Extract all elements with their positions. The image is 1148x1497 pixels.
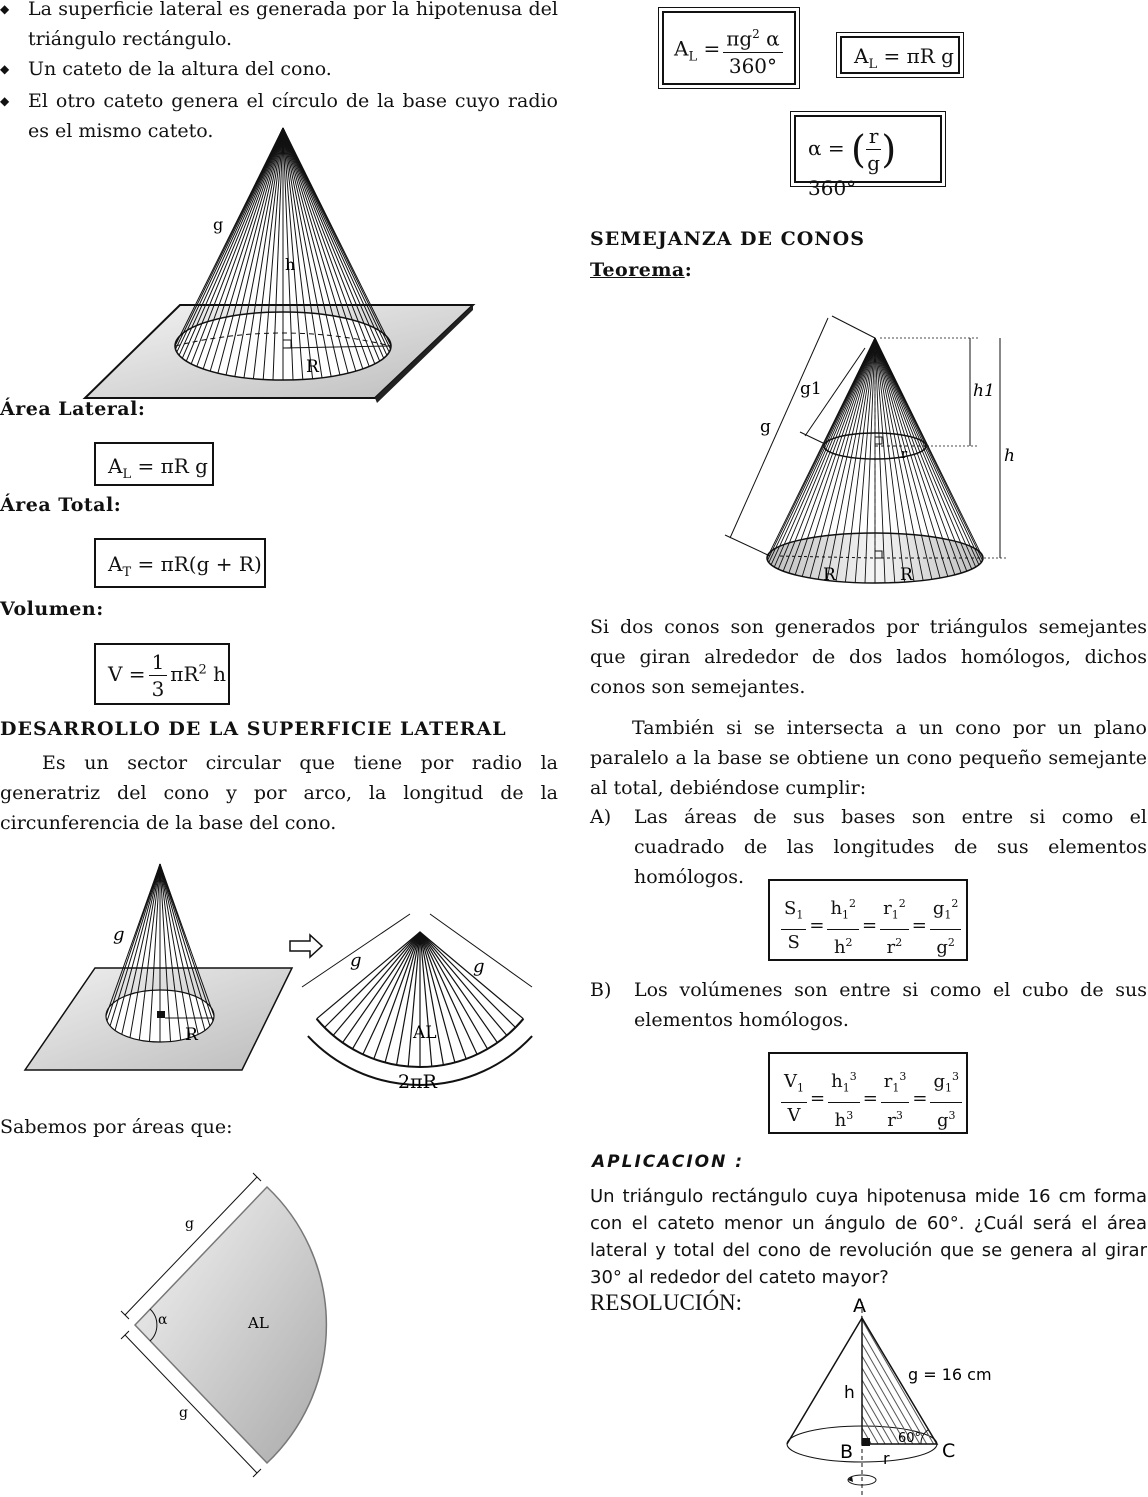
g1-label: g1 [800, 379, 822, 399]
desarrollo-heading: DESARROLLO DE LA SUPERFICIE LATERAL [0, 718, 507, 740]
item-a-label: A) [590, 806, 612, 828]
circular-sector-figure [110, 1165, 340, 1485]
formula-area-lateral: $A_L = \pi R$ g [94, 442, 214, 486]
diamond-bullet-icon: ◆ [0, 94, 10, 108]
formula-al-pirg: $A_L = \pi R$ g [840, 36, 960, 74]
hypotenuse-label: g = 16 cm [908, 1365, 992, 1384]
arrow-right-icon [290, 935, 322, 957]
generatrix-label: g [473, 956, 485, 977]
area-lateral-heading: Área Lateral: [0, 398, 146, 420]
volumen-heading: Volumen: [0, 598, 104, 620]
arc-length-label: 2πR [398, 1071, 437, 1093]
radius-label: R [185, 1025, 198, 1045]
formula-area-total: $A_T = \pi R(g + R)$ [94, 538, 266, 588]
generatrix-label: g [179, 1405, 188, 1421]
height-label: h [844, 1383, 855, 1403]
sector-area-label: AL [248, 1314, 269, 1332]
angle-label: 60° [898, 1431, 922, 1446]
aplicacion-text: Un triángulo rectángulo cuya hipotenusa mide 16 cm forma con el cateto menor un ángulo de 60°. ¿Cuál será el área lateral y total del cono de revolución que se genera al girar 30° al rededor del cateto mayor? [590, 1186, 1147, 1288]
item-a-text: Las áreas de sus bases son entre si como el cuadrado de las longitudes de sus elementos homólogos. [634, 806, 1147, 888]
teorema-heading [590, 259, 692, 281]
formula-areas-ratio: $\frac{S_1}{S}$ = $\frac{h_1^2}{h^2}$ = $\frac{r_1^2}{r^2}$ = $\frac{g_1^2}{g^2}$ [768, 879, 968, 961]
radius-label: r [883, 1449, 890, 1468]
teorema-label: Teorema [590, 259, 685, 281]
angle-label: α [158, 1312, 168, 1328]
diamond-bullet-icon: ◆ [0, 2, 10, 16]
R-label: R [823, 565, 836, 585]
sabemos-text: Sabemos por áreas que: [0, 1116, 233, 1138]
item-b-label: B) [590, 979, 612, 1001]
lateral-development-figure [20, 858, 560, 1098]
application-cone-figure [776, 1292, 1016, 1497]
generatrix-label: g [350, 950, 362, 971]
h1-label: h1 [973, 381, 995, 401]
formula-volumes-ratio: $\frac{V_1}{V}$ = $\frac{h_1^3}{h^3}$ = $\frac{r_1^3}{r^3}$ = $\frac{g_1^3}{g^3}$ [768, 1052, 968, 1134]
similar-cones-figure [720, 310, 1030, 595]
generatrix-label: g [113, 924, 125, 945]
height-label: h [285, 255, 296, 274]
formula-volumen: V = $\frac{1}{3}$ $\pi R^2$ h [94, 643, 230, 705]
aplicacion-heading: APLICACION : [592, 1152, 745, 1172]
teorema-colon: : [684, 259, 693, 281]
item-b-text: Los volúmenes son entre si como el cubo de sus elementos homólogos. [634, 979, 1147, 1031]
formula-alpha: α = ( $\frac{r}{g}$ ) 360° [794, 115, 942, 183]
desarrollo-paragraph: Es un sector circular que tiene por radio la generatriz del cono y por arco, la longitud de la circunferencia de la base del cono. [0, 752, 558, 834]
area-total-heading: Área Total: [0, 494, 122, 516]
generatrix-label: g [185, 1216, 194, 1232]
semejanza-heading: SEMEJANZA DE CONOS [590, 228, 865, 250]
generatrix-label: g [213, 215, 224, 234]
h-label: h [1004, 446, 1015, 466]
radius-label: R [306, 357, 319, 377]
g-label: g [760, 417, 771, 437]
semejanza-paragraph-1: Si dos conos son generados por triángulos semejantes que giran alrededor de dos lados homólogos, dichos conos son semejantes. [590, 616, 1147, 698]
R-label: R [900, 565, 913, 585]
formula-sector-area: $A_L$ = $\frac{\pi g^2 \alpha}{360^\circ}$ [662, 11, 796, 85]
vertex-b-label: B [840, 1441, 854, 1463]
semejanza-paragraph-2: También si se intersecta a un cono por un plano paralelo a la base se obtiene un cono pequeño semejante al total, debiéndose cumplir: [590, 717, 1147, 799]
sector-area-label: AL [413, 1023, 437, 1043]
cone-on-plane-figure [80, 120, 480, 405]
vertex-c-label: C [942, 1440, 956, 1462]
vertex-a-label: A [853, 1295, 866, 1317]
diamond-bullet-icon: ◆ [0, 62, 10, 76]
r-label: r [901, 447, 908, 462]
resolucion-label: RESOLUCIÓN: [590, 1290, 743, 1315]
